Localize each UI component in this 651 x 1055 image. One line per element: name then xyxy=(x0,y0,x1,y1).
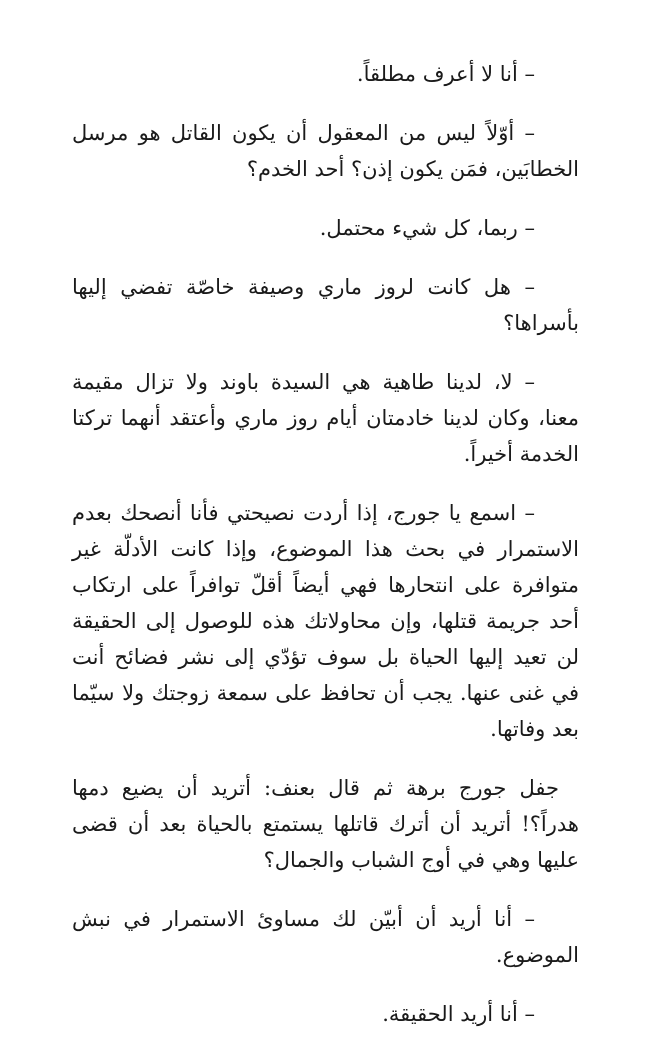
dialogue-line: – أوّلاً ليس من المعقول أن يكون القاتل هو مرسل الخطابَين، فمَن يكون إذن؟ أحد الخدم؟ xyxy=(72,121,579,181)
dialogue-line: – أنا أريد الحقيقة. xyxy=(382,1002,535,1026)
dialogue-line: – أنا لا أعرف مطلقاً. xyxy=(356,62,535,86)
narration-paragraph: جفل جورج برهة ثم قال بعنف: أتريد أن يضيع دمها هدراً؟! أتريد أن أترك قاتلها يستمتع بالحياة بعد أن قضى عليها وهي في أوج الشباب والجمال؟ xyxy=(72,776,579,872)
dialogue-line: – هل كانت لروز ماري وصيفة خاصّة تفضي إليها بأسراها؟ xyxy=(72,275,579,335)
dialogue-line: – أنا أريد أن أبيّن لك مساوئ الاستمرار في نبش الموضوع. xyxy=(72,907,579,967)
dialogue-line: – لا، لدينا طاهية هي السيدة باوند ولا تزال مقيمة معنا، وكان لدينا خادمتان أيام روز ماري وأعتقد أنهما تركتا الخدمة أخيراً. xyxy=(72,370,579,466)
book-page xyxy=(72,56,579,1055)
dialogue-line: – اسمع يا جورج، إذا أردت نصيحتي فأنا أنصحك بعدم الاستمرار في بحث هذا الموضوع، وإذا كانت الأدلّة غير متوافرة على انتحارها فهي أيضاً أقلّ توافراً على ارتكاب أحد جريمة قتلها، وإن محاولاتك هذه للوصول إلى الحقيقة لن تعيد إليها الحياة بل سوف تؤدّي إلى نشر فضائح أنت في غنى عنها. يجب أن تحافظ على سمعة زوجتك ولا سيّما بعد وفاتها. xyxy=(72,501,579,741)
dialogue-line: – ربما، كل شيء محتمل. xyxy=(319,216,535,240)
